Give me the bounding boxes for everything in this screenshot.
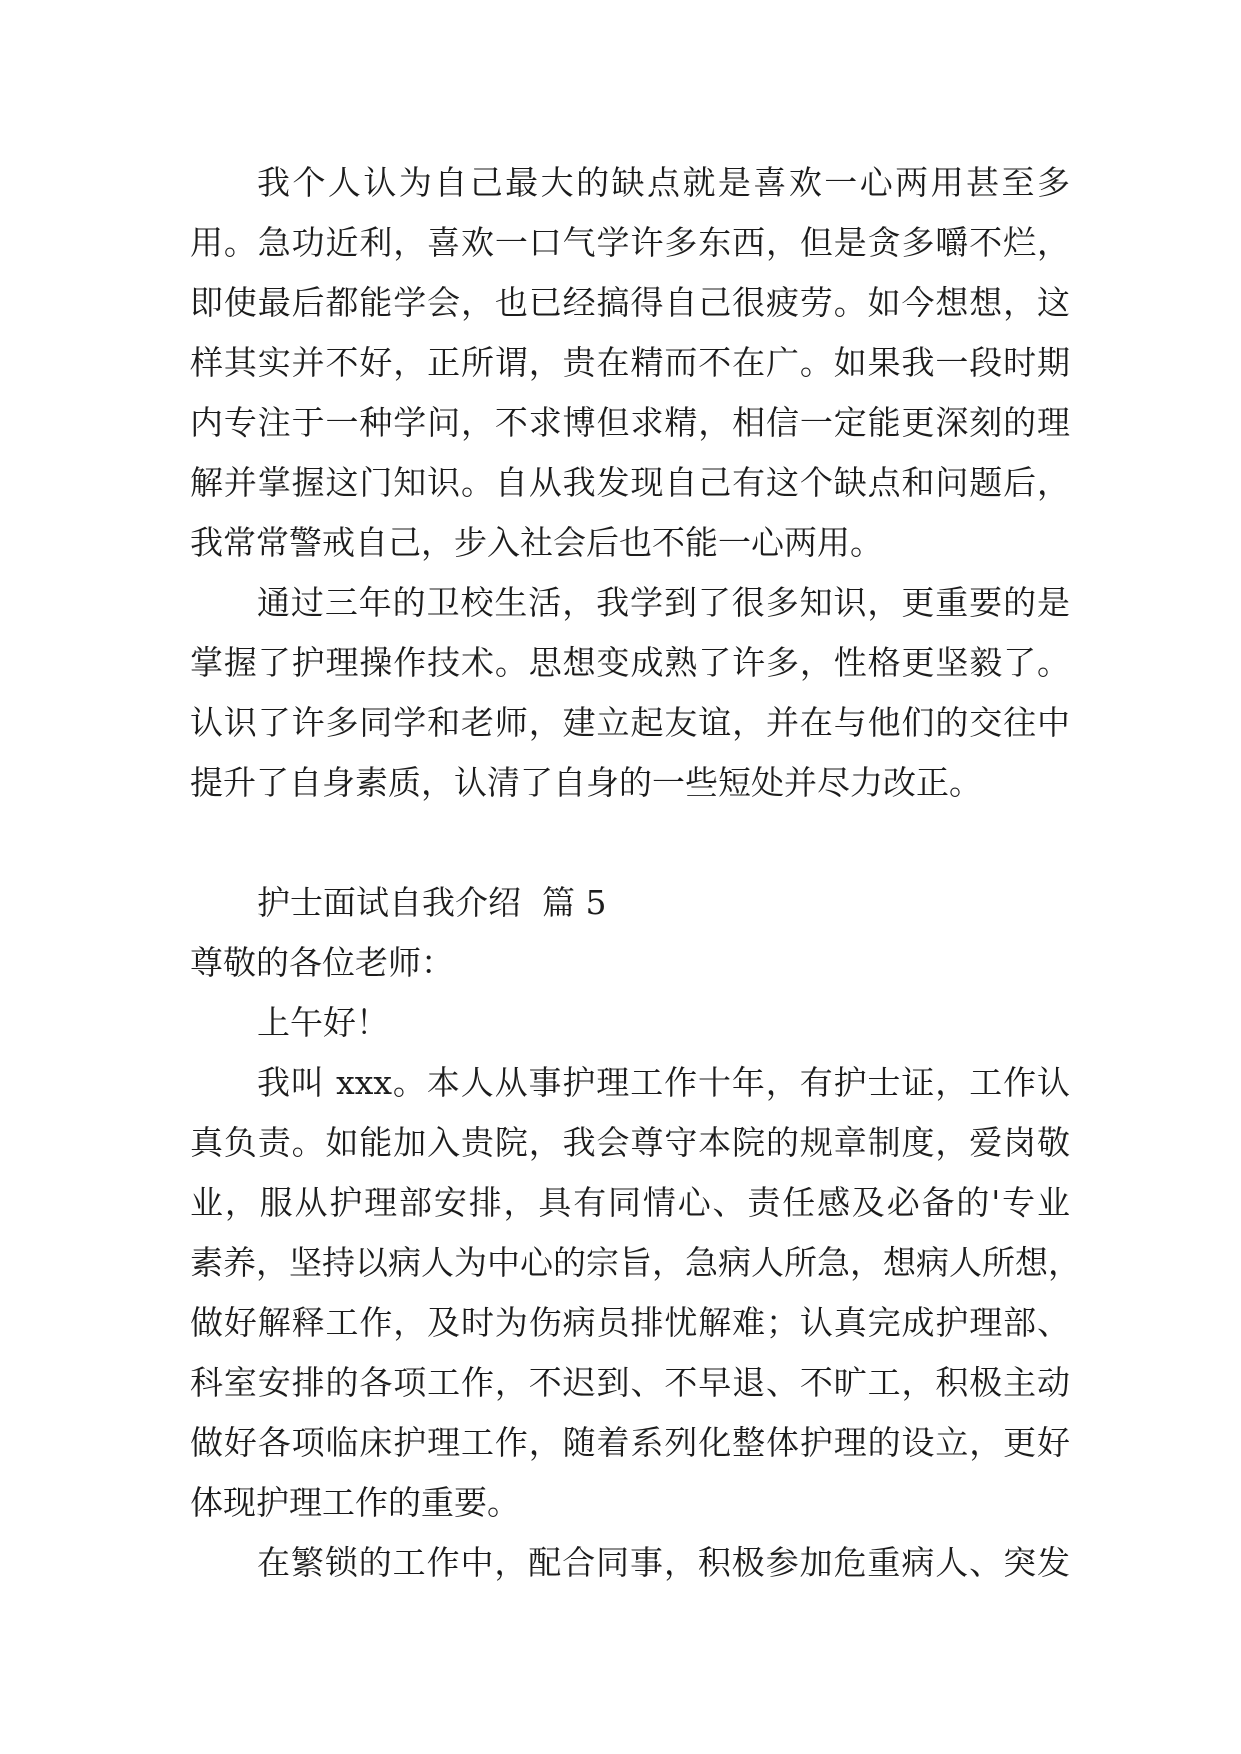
- text-line: 做好各项临床护理工作，随着系列化整体护理的设立，更好: [190, 1423, 1070, 1462]
- text-line: 用。急功近利，喜欢一口气学许多东西，但是贪多嚼不烂，: [190, 223, 1070, 262]
- text-line: 在繁锁的工作中，配合同事，积极参加危重病人、突发: [257, 1543, 1070, 1582]
- text-line: 提升了自身素质，认清了自身的一些短处并尽力改正。: [190, 763, 982, 802]
- text-line: 通过三年的卫校生活，我学到了很多知识，更重要的是: [257, 583, 1070, 622]
- text-line: 解并掌握这门知识。自从我发现自己有这个缺点和问题后，: [190, 463, 1070, 502]
- text-line: 即使最后都能学会，也已经搞得自己很疲劳。如今想想，这: [190, 283, 1070, 322]
- text-line: 内专注于一种学问，不求博但求精，相信一定能更深刻的理: [190, 403, 1070, 442]
- text-line: 业，服从护理部安排，具有同情心、责任感及必备的'专业: [190, 1183, 1070, 1222]
- text-line: 我叫 xxx。本人从事护理工作十年，有护士证，工作认: [257, 1063, 1070, 1102]
- text-line: 做好解释工作，及时为伤病员排忧解难；认真完成护理部、: [190, 1303, 1070, 1342]
- greeting: 上午好！: [257, 1003, 389, 1042]
- text-line: 我个人认为自己最大的缺点就是喜欢一心两用甚至多: [257, 163, 1070, 202]
- salutation: 尊敬的各位老师：: [190, 943, 454, 982]
- text-line: 样其实并不好，正所谓，贵在精而不在广。如果我一段时期: [190, 343, 1070, 382]
- text-line: 体现护理工作的重要。: [190, 1483, 520, 1522]
- text-line: 素养，坚持以病人为中心的宗旨，急病人所急，想病人所想，: [190, 1243, 1081, 1282]
- text-line: 真负责。如能加入贵院，我会尊守本院的规章制度，爱岗敬: [190, 1123, 1070, 1162]
- text-line: 科室安排的各项工作，不迟到、不早退、不旷工，积极主动: [190, 1363, 1070, 1402]
- text-line: 我常常警戒自己，步入社会后也不能一心两用。: [190, 523, 883, 562]
- text-line: 掌握了护理操作技术。思想变成熟了许多，性格更坚毅了。: [190, 643, 1070, 682]
- section-heading: 护士面试自我介绍 篇 5: [257, 883, 607, 922]
- text-line: 认识了许多同学和老师，建立起友谊，并在与他们的交往中: [190, 703, 1070, 742]
